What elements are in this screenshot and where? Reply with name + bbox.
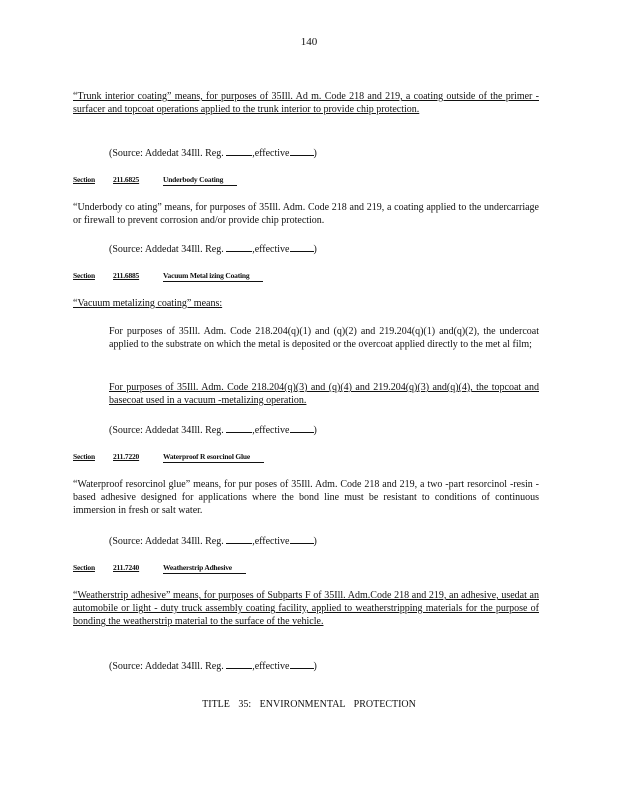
trunk-interior-definition: “Trunk interior coating” means, for purposes of 35Ill. Ad m. Code 218 and 219, a coating outside of the primer -surfacer and topcoat operations applied to the trunk interior to provide chip protection. bbox=[73, 91, 539, 115]
section-number: 211.7240 bbox=[113, 563, 140, 572]
section-label: Section bbox=[73, 175, 95, 184]
blank-line bbox=[290, 146, 314, 156]
page-number: 140 bbox=[300, 36, 318, 48]
source-close: ) bbox=[313, 661, 317, 672]
section-heading-7220 bbox=[73, 452, 264, 463]
section-number: 211.7220 bbox=[113, 452, 140, 461]
weatherstrip-definition-text: “Weatherstrip adhesive” means, for purposes of Subparts F of 35Ill. Adm.Code 218 and 219, an adhesive, usedat an automobile or light - duty truck assembly coating facility, applied to weatherstripping materials for the purpose of bonding the weatherstrip material to the surface of the vehicle. bbox=[73, 590, 539, 627]
source-effective: ,effective bbox=[252, 661, 290, 672]
blank-line bbox=[226, 146, 252, 156]
blank-line bbox=[290, 242, 314, 252]
weatherstrip-source-note bbox=[109, 659, 317, 673]
section-number: 211.6825 bbox=[113, 175, 140, 184]
vacuum-source-note bbox=[109, 423, 317, 437]
section-title: Vacuum Metal izing Coating bbox=[163, 271, 263, 282]
section-label: Section bbox=[73, 563, 95, 572]
underbody-source-note bbox=[109, 242, 317, 256]
source-label: (Source: Addedat 34Ill. Reg. bbox=[109, 661, 224, 672]
blank-line bbox=[226, 423, 252, 433]
source-close: ) bbox=[313, 536, 317, 547]
blank-line bbox=[226, 534, 252, 544]
blank-line bbox=[226, 242, 252, 252]
page-footer-title: TITLE 35: ENVIRONMENTAL PROTECTION bbox=[202, 699, 416, 710]
source-label: (Source: Addedat 34Ill. Reg. bbox=[109, 244, 224, 255]
blank-line bbox=[290, 534, 314, 544]
source-close: ) bbox=[313, 148, 317, 159]
section-heading-7240 bbox=[73, 563, 246, 574]
source-effective: ,effective bbox=[252, 425, 290, 436]
source-effective: ,effective bbox=[252, 244, 290, 255]
source-effective: ,effective bbox=[252, 536, 290, 547]
source-label: (Source: Addedat 34Ill. Reg. bbox=[109, 425, 224, 436]
vacuum-item-undercoat: For purposes of 35Ill. Adm. Code 218.204(q)(1) and (q)(2) and 219.204(q)(1) and(q)(2), the undercoat applied to the substrate on which the metal is deposited or the overcoat applied directly to the met al film; bbox=[109, 326, 539, 350]
waterproof-glue-definition: “Waterproof resorcinol glue” means, for pur poses of 35Ill. Adm. Code 218 and 219, a two -part resorcinol -resin -based adhesive designed for applications where the bond line must be resistant to conditions of continuous immersion in fresh or salt water. bbox=[73, 479, 539, 516]
blank-line bbox=[290, 423, 314, 433]
section-number: 211.6885 bbox=[113, 271, 140, 280]
section-label: Section bbox=[73, 271, 95, 280]
section-title: Underbody Coating bbox=[163, 175, 237, 186]
glue-source-note bbox=[109, 534, 317, 548]
section-title: Waterproof R esorcinol Glue bbox=[163, 452, 264, 463]
vacuum-definition-intro: “Vacuum metalizing coating” means: bbox=[73, 298, 223, 309]
source-effective: ,effective bbox=[252, 148, 290, 159]
source-close: ) bbox=[313, 244, 317, 255]
source-close: ) bbox=[313, 425, 317, 436]
underbody-definition: “Underbody co ating” means, for purposes of 35Ill. Adm. Code 218 and 219, a coating applied to the undercarriage or firewall to prevent corrosion and/or provide chip protection. bbox=[73, 202, 539, 226]
source-label: (Source: Addedat 34Ill. Reg. bbox=[109, 148, 224, 159]
blank-line bbox=[226, 659, 252, 669]
section-heading-6825 bbox=[73, 175, 237, 186]
trunk-source-note bbox=[109, 146, 317, 160]
section-title: Weatherstrip Adhesive bbox=[163, 563, 246, 574]
vacuum-item-topcoat: For purposes of 35Ill. Adm. Code 218.204(q)(3) and (q)(4) and 219.204(q)(3) and(q)(4), the topcoat and basecoat used in a vacuum -metalizing operation. bbox=[109, 382, 539, 406]
blank-line bbox=[290, 659, 314, 669]
section-heading-6885 bbox=[73, 271, 263, 282]
section-label: Section bbox=[73, 452, 95, 461]
weatherstrip-definition bbox=[73, 589, 539, 628]
source-label: (Source: Addedat 34Ill. Reg. bbox=[109, 536, 224, 547]
